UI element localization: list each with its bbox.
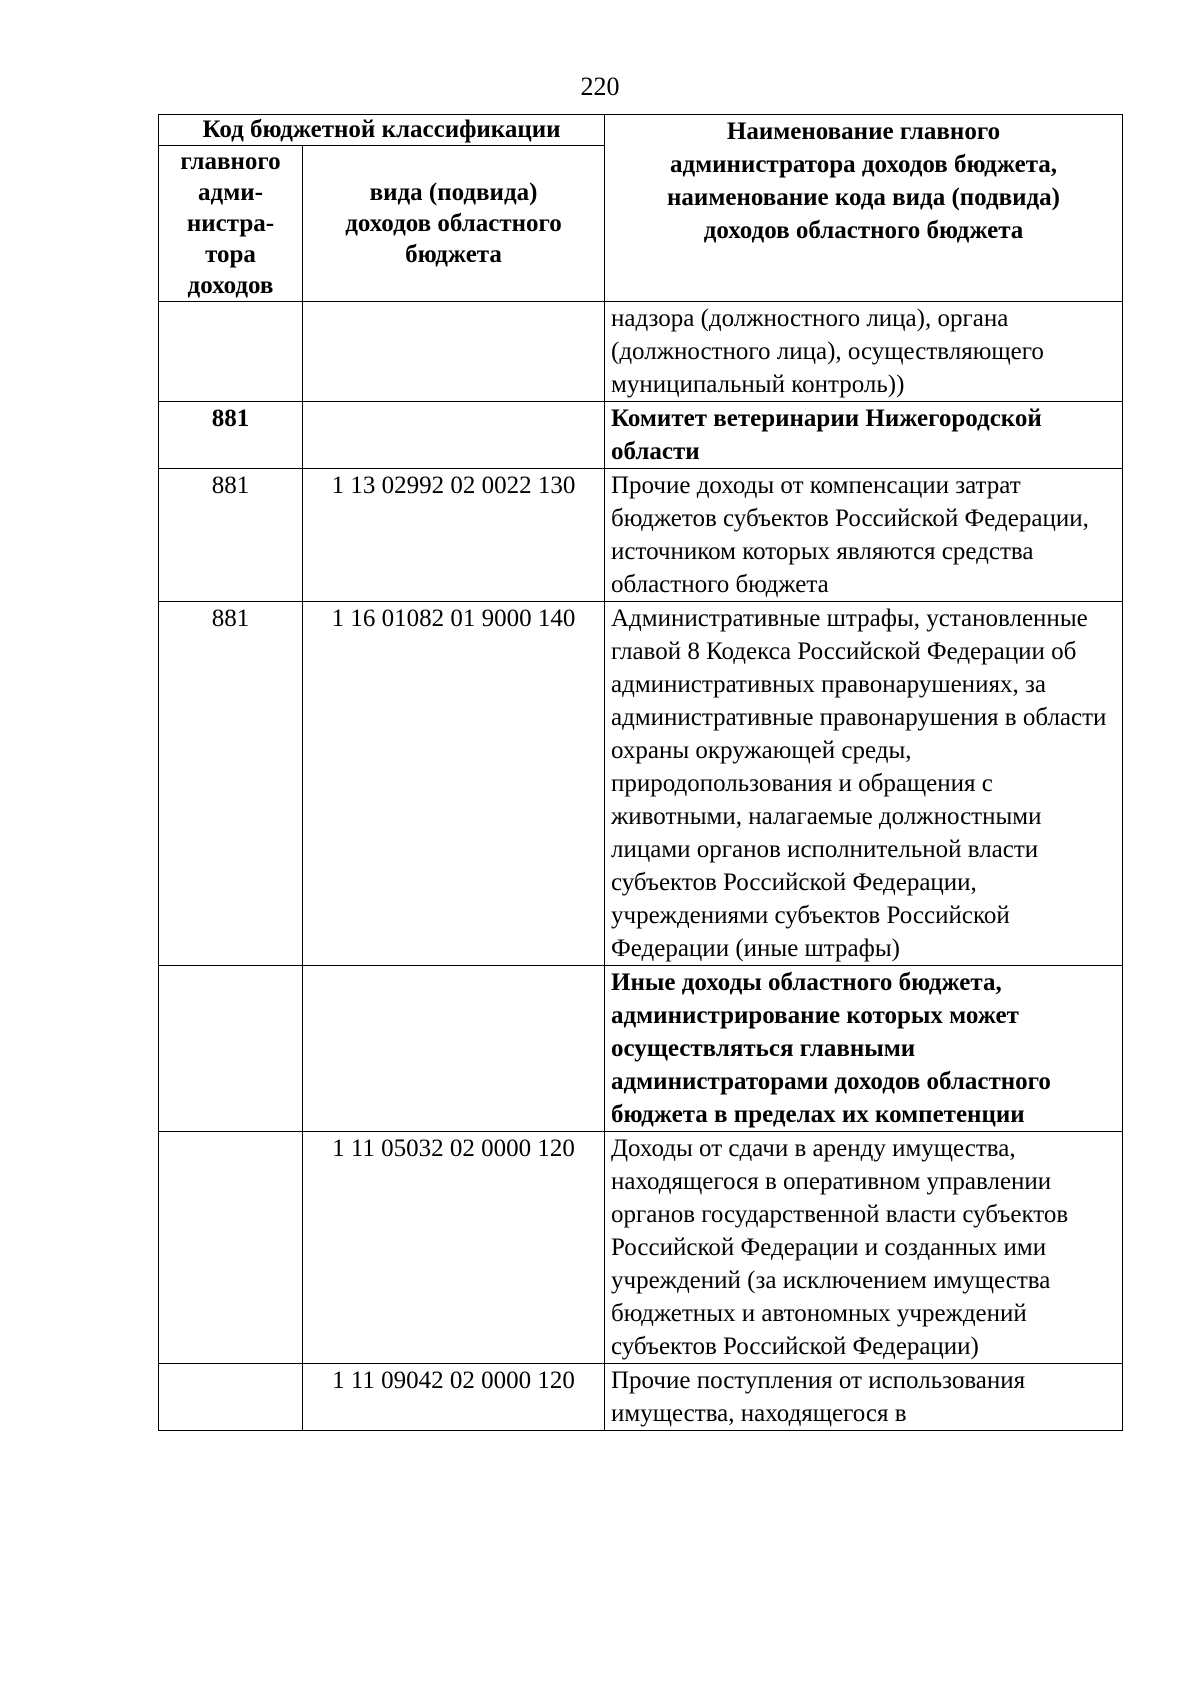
table-row bbox=[159, 402, 1123, 469]
budget-classification-table bbox=[158, 114, 1123, 1431]
header-name-line: Наименование главного bbox=[726, 118, 1001, 145]
table-row bbox=[159, 602, 1123, 966]
admin-code-cell bbox=[159, 302, 303, 402]
revenue-name-cell: Комитет ветеринарии Нижегородской области bbox=[605, 402, 1123, 469]
header-name-line: наименование кода вида (подвида) bbox=[667, 184, 1060, 211]
header-row-group bbox=[159, 115, 1123, 146]
header-admin-line: нистра- bbox=[186, 210, 275, 237]
header-code-line: вида (подвида) bbox=[369, 179, 538, 206]
revenue-name-cell: Административные штрафы, установленные главой 8 Кодекса Российской Федерации об административных правонарушениях, за административные правонарушения в области охраны окружающей среды, природопользования и обращения с животными, налагаемые должностными лицами органов исполнительной власти субъектов Российской Федерации, учреждениями субъектов Российской Федерации (иные штрафы) bbox=[605, 602, 1123, 966]
table-row bbox=[159, 1132, 1123, 1364]
revenue-name-cell: Прочие доходы от компенсации затрат бюджетов субъектов Российской Федерации, источником которых являются средства областного бюджета bbox=[605, 469, 1123, 602]
header-admin-line: доходов bbox=[187, 272, 274, 299]
header-code-column bbox=[303, 146, 605, 302]
revenue-name-cell: Прочие поступления от использования имущества, находящегося в bbox=[605, 1364, 1123, 1431]
table-row bbox=[159, 1364, 1123, 1431]
admin-code-cell bbox=[159, 1364, 303, 1431]
table-body bbox=[159, 302, 1123, 1431]
header-admin-line: главного bbox=[180, 148, 281, 175]
header-name-line: доходов областного бюджета bbox=[703, 217, 1024, 244]
table-header bbox=[159, 115, 1123, 302]
revenue-code-cell bbox=[303, 966, 605, 1132]
revenue-code-cell: 1 11 05032 02 0000 120 bbox=[303, 1132, 605, 1364]
revenue-name-cell: Иные доходы областного бюджета, администрирование которых может осуществляться главными администраторами доходов областного бюджета в пределах их компетенции bbox=[605, 966, 1123, 1132]
revenue-name-cell: надзора (должностного лица), органа (должностного лица), осуществляющего муниципальный контроль)) bbox=[605, 302, 1123, 402]
revenue-code-cell bbox=[303, 402, 605, 469]
table-row bbox=[159, 966, 1123, 1132]
table-row bbox=[159, 469, 1123, 602]
revenue-name-cell: Доходы от сдачи в аренду имущества, находящегося в оперативном управлении органов государственной власти субъектов Российской Федерации и созданных ими учреждений (за исключением имущества бюджетных и автономных учреждений субъектов Российской Федерации) bbox=[605, 1132, 1123, 1364]
header-name-column bbox=[605, 115, 1123, 302]
header-admin-line: тора bbox=[205, 241, 256, 268]
admin-code-cell: 881 bbox=[159, 602, 303, 966]
admin-code-cell bbox=[159, 1132, 303, 1364]
header-admin-line: адми- bbox=[198, 179, 263, 206]
page-number: 220 bbox=[580, 72, 620, 101]
header-code-line: бюджета bbox=[405, 241, 502, 268]
revenue-code-cell: 1 11 09042 02 0000 120 bbox=[303, 1364, 605, 1431]
header-code-line: доходов областного bbox=[345, 210, 562, 237]
admin-code-cell: 881 bbox=[159, 402, 303, 469]
header-name-line: администратора доходов бюджета, bbox=[669, 151, 1058, 178]
revenue-code-cell bbox=[303, 302, 605, 402]
revenue-code-cell: 1 16 01082 01 9000 140 bbox=[303, 602, 605, 966]
table-row bbox=[159, 302, 1123, 402]
revenue-code-cell: 1 13 02992 02 0022 130 bbox=[303, 469, 605, 602]
admin-code-cell: 881 bbox=[159, 469, 303, 602]
header-budget-classification-code: Код бюджетной классификации bbox=[159, 115, 605, 146]
header-admin-column bbox=[159, 146, 303, 302]
admin-code-cell bbox=[159, 966, 303, 1132]
